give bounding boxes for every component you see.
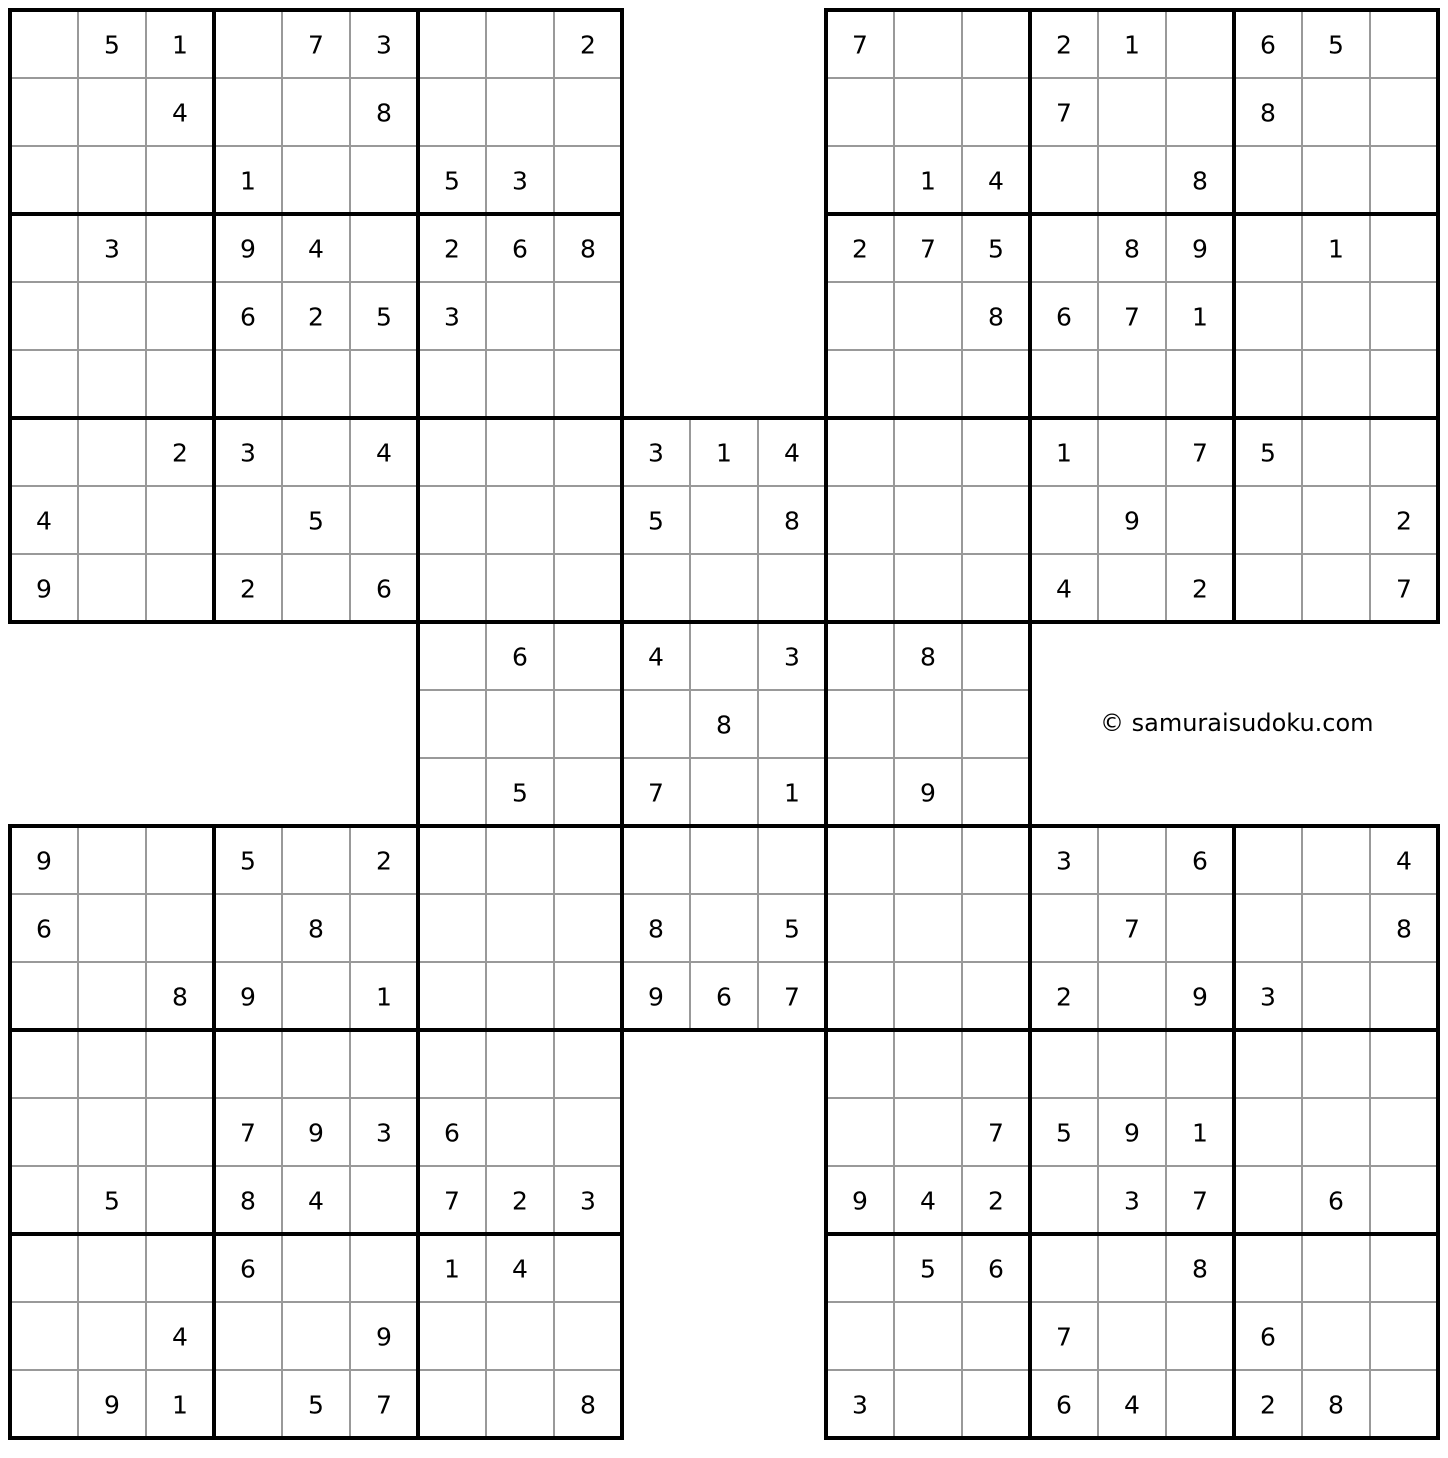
sudoku-given-digit: 9 <box>1124 1118 1140 1148</box>
sudoku-given-digit: 1 <box>172 30 188 60</box>
sudoku-given-digit: 9 <box>240 982 256 1012</box>
sudoku-given-digit: 6 <box>1056 302 1072 332</box>
copyright-watermark: © samuraisudoku.com <box>1100 709 1374 737</box>
sudoku-given-digit: 7 <box>1124 302 1140 332</box>
sudoku-given-digit: 3 <box>1124 1186 1140 1216</box>
sudoku-given-digit: 9 <box>1192 982 1208 1012</box>
sudoku-given-digit: 5 <box>784 914 800 944</box>
sudoku-given-digit: 8 <box>172 982 188 1012</box>
sudoku-given-digit: 9 <box>920 778 936 808</box>
sudoku-given-digit: 6 <box>1260 30 1276 60</box>
sudoku-given-digit: 4 <box>648 642 664 672</box>
sudoku-given-digit: 2 <box>1396 506 1412 536</box>
sudoku-given-digit: 3 <box>240 438 256 468</box>
sudoku-given-digit: 9 <box>104 1390 120 1420</box>
sudoku-given-digit: 5 <box>240 846 256 876</box>
sudoku-given-digit: 6 <box>444 1118 460 1148</box>
sudoku-given-digit: 1 <box>1192 302 1208 332</box>
sudoku-given-digit: 5 <box>988 234 1004 264</box>
sudoku-given-digit: 8 <box>648 914 664 944</box>
sudoku-given-digit: 8 <box>716 710 732 740</box>
sudoku-given-digit: 2 <box>1260 1390 1276 1420</box>
sudoku-given-digit: 1 <box>444 1254 460 1284</box>
sudoku-given-digit: 1 <box>1056 438 1072 468</box>
sudoku-given-digit: 8 <box>1192 1254 1208 1284</box>
sudoku-given-digit: 8 <box>1192 166 1208 196</box>
sudoku-given-digit: 8 <box>376 98 392 128</box>
sudoku-given-digit: 9 <box>36 574 52 604</box>
sudoku-given-digit: 3 <box>376 1118 392 1148</box>
sudoku-given-digit: 6 <box>240 302 256 332</box>
sudoku-given-digit: 2 <box>852 234 868 264</box>
sudoku-given-digit: 2 <box>988 1186 1004 1216</box>
sudoku-given-digit: 5 <box>512 778 528 808</box>
sudoku-given-digit: 3 <box>376 30 392 60</box>
sudoku-given-digit: 6 <box>1056 1390 1072 1420</box>
sudoku-given-digit: 1 <box>1192 1118 1208 1148</box>
sudoku-given-digit: 3 <box>104 234 120 264</box>
sudoku-given-digit: 3 <box>444 302 460 332</box>
sudoku-given-digit: 6 <box>512 234 528 264</box>
sudoku-given-digit: 4 <box>308 234 324 264</box>
sudoku-given-digit: 1 <box>376 982 392 1012</box>
sudoku-given-digit: 9 <box>308 1118 324 1148</box>
sudoku-given-digit: 4 <box>376 438 392 468</box>
sudoku-given-digit: 6 <box>1328 1186 1344 1216</box>
sudoku-given-digit: 4 <box>988 166 1004 196</box>
sudoku-given-digit: 3 <box>784 642 800 672</box>
sudoku-given-digit: 7 <box>1056 98 1072 128</box>
sudoku-given-digit: 6 <box>376 574 392 604</box>
sudoku-given-digit: 4 <box>1124 1390 1140 1420</box>
sudoku-given-digit: 2 <box>172 438 188 468</box>
sudoku-given-digit: 7 <box>376 1390 392 1420</box>
sudoku-given-digit: 9 <box>376 1322 392 1352</box>
sudoku-given-digit: 6 <box>512 642 528 672</box>
sudoku-given-digit: 9 <box>240 234 256 264</box>
sudoku-given-digit: 7 <box>852 30 868 60</box>
sudoku-given-digit: 9 <box>36 846 52 876</box>
sudoku-given-digit: 5 <box>104 30 120 60</box>
sudoku-given-digit: 7 <box>444 1186 460 1216</box>
sudoku-given-digit: 9 <box>1124 506 1140 536</box>
sudoku-given-digit: 4 <box>36 506 52 536</box>
sudoku-given-digit: 1 <box>172 1390 188 1420</box>
sudoku-given-digit: 5 <box>920 1254 936 1284</box>
sudoku-given-digit: 2 <box>240 574 256 604</box>
sudoku-given-digit: 8 <box>1328 1390 1344 1420</box>
sudoku-given-digit: 5 <box>1328 30 1344 60</box>
sudoku-given-digit: 3 <box>852 1390 868 1420</box>
sudoku-given-digit: 8 <box>240 1186 256 1216</box>
sudoku-given-digit: 5 <box>376 302 392 332</box>
sudoku-given-digit: 2 <box>1192 574 1208 604</box>
sudoku-given-digit: 1 <box>716 438 732 468</box>
sudoku-given-digit: 5 <box>308 1390 324 1420</box>
sudoku-given-digit: 5 <box>104 1186 120 1216</box>
sudoku-given-digit: 2 <box>308 302 324 332</box>
sudoku-given-digit: 8 <box>1396 914 1412 944</box>
sudoku-given-digit: 7 <box>1396 574 1412 604</box>
sudoku-given-digit: 2 <box>376 846 392 876</box>
sudoku-given-digit: 3 <box>648 438 664 468</box>
sudoku-given-digit: 4 <box>1056 574 1072 604</box>
sudoku-given-digit: 8 <box>1124 234 1140 264</box>
sudoku-given-digit: 3 <box>580 1186 596 1216</box>
sudoku-given-digit: 6 <box>716 982 732 1012</box>
sudoku-given-digit: 7 <box>308 30 324 60</box>
sudoku-given-digit: 4 <box>512 1254 528 1284</box>
sudoku-given-digit: 7 <box>648 778 664 808</box>
sudoku-given-digit: 1 <box>240 166 256 196</box>
sudoku-given-digit: 3 <box>1260 982 1276 1012</box>
sudoku-given-digit: 6 <box>1192 846 1208 876</box>
sudoku-given-digit: 9 <box>1192 234 1208 264</box>
sudoku-given-digit: 3 <box>512 166 528 196</box>
sudoku-given-digit: 8 <box>784 506 800 536</box>
sudoku-given-digit: 1 <box>1124 30 1140 60</box>
sudoku-given-digit: 8 <box>580 234 596 264</box>
sudoku-given-digit: 5 <box>1056 1118 1072 1148</box>
sudoku-given-digit: 8 <box>308 914 324 944</box>
sudoku-given-digit: 2 <box>1056 982 1072 1012</box>
sudoku-given-digit: 2 <box>1056 30 1072 60</box>
sudoku-given-digit: 6 <box>988 1254 1004 1284</box>
sudoku-given-digit: 7 <box>1124 914 1140 944</box>
sudoku-given-digit: 7 <box>988 1118 1004 1148</box>
sudoku-given-digit: 4 <box>172 98 188 128</box>
sudoku-given-digit: 7 <box>920 234 936 264</box>
sudoku-given-digit: 7 <box>784 982 800 1012</box>
sudoku-given-digit: 7 <box>1192 438 1208 468</box>
sudoku-given-digit: 5 <box>308 506 324 536</box>
sudoku-given-digit: 4 <box>172 1322 188 1352</box>
sudoku-given-digit: 3 <box>1056 846 1072 876</box>
sudoku-given-digit: 8 <box>920 642 936 672</box>
sudoku-given-digit: 8 <box>580 1390 596 1420</box>
sudoku-given-digit: 5 <box>444 166 460 196</box>
sudoku-given-digit: 4 <box>784 438 800 468</box>
sudoku-given-digit: 8 <box>988 302 1004 332</box>
sudoku-given-digit: 4 <box>920 1186 936 1216</box>
sudoku-given-digit: 7 <box>1056 1322 1072 1352</box>
sudoku-given-digit: 8 <box>1260 98 1276 128</box>
sudoku-given-digit: 6 <box>36 914 52 944</box>
sudoku-given-digit: 2 <box>580 30 596 60</box>
sudoku-given-digit: 2 <box>512 1186 528 1216</box>
sudoku-given-digit: 1 <box>920 166 936 196</box>
sudoku-given-digit: 9 <box>648 982 664 1012</box>
sudoku-given-digit: 9 <box>852 1186 868 1216</box>
sudoku-given-digit: 1 <box>784 778 800 808</box>
sudoku-given-digit: 7 <box>240 1118 256 1148</box>
sudoku-given-digit: 4 <box>308 1186 324 1216</box>
sudoku-given-digit: 4 <box>1396 846 1412 876</box>
sudoku-given-digit: 6 <box>240 1254 256 1284</box>
sudoku-given-digit: 5 <box>648 506 664 536</box>
sudoku-given-digit: 1 <box>1328 234 1344 264</box>
sudoku-given-digit: 5 <box>1260 438 1276 468</box>
sudoku-given-digit: 2 <box>444 234 460 264</box>
sudoku-given-digit: 7 <box>1192 1186 1208 1216</box>
sudoku-given-digit: 6 <box>1260 1322 1276 1352</box>
